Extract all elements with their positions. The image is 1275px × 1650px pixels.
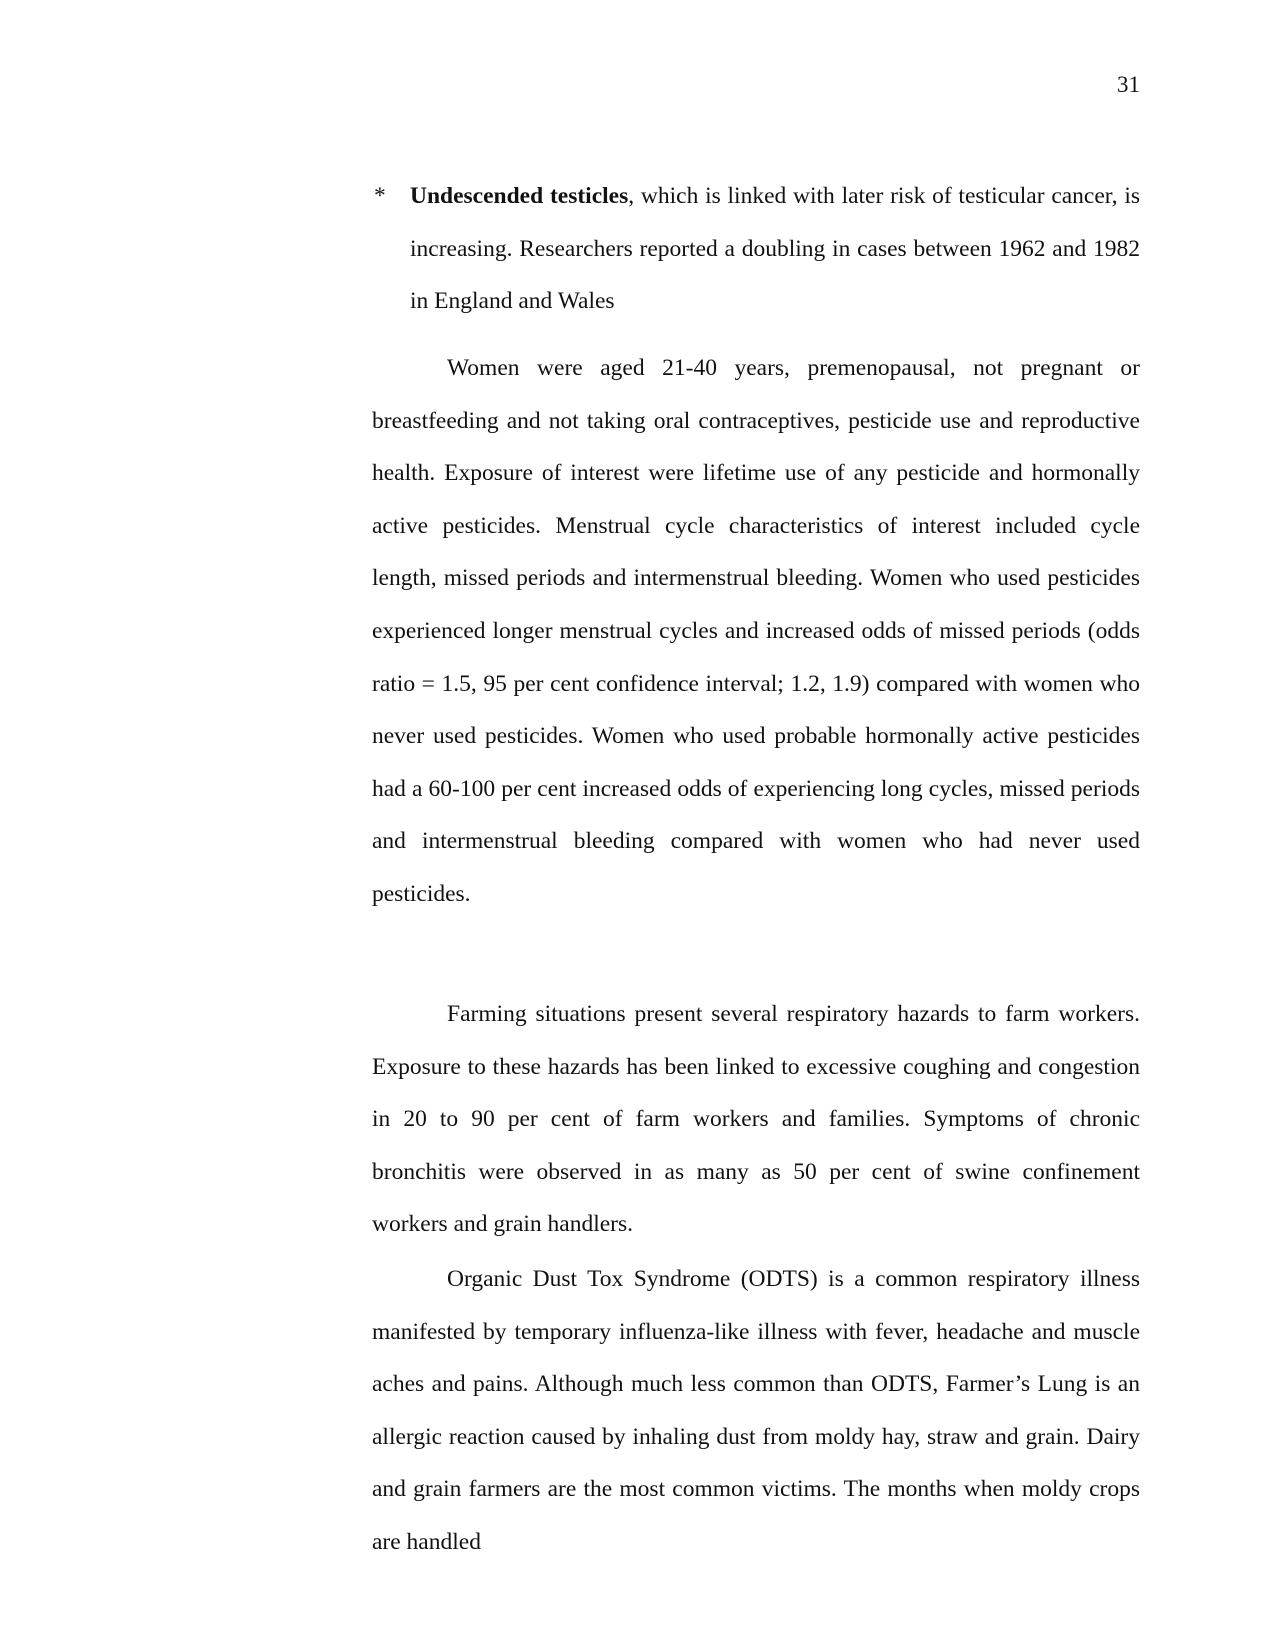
bullet-lead-term: Undescended testicles — [410, 183, 629, 209]
bullet-item — [372, 170, 1140, 328]
paragraph-pesticide-reproductive: Women were aged 21-40 years, premenopausal, not pregnant or breastfeeding and not taking oral contraceptives, pesticide use and reproductive health. Exposure of interest were lifetime use of any pesticide and hormonally active pesticides. Menstrual cycle characteristics of interest included cycle length, missed periods and intermenstrual bleeding. Women who used pesticides experienced longer menstrual cycles and increased odds of missed periods (odds ratio = 1.5, 95 per cent confidence interval; 1.2, 1.9) compared with women who never used pesticides. Women who used probable hormonally active pesticides had a 60-100 per cent increased odds of experiencing long cycles, missed periods and intermenstrual bleeding compared with women who had never used pesticides. — [372, 355, 1140, 907]
paragraph-odts: Organic Dust Tox Syndrome (ODTS) is a common respiratory illness manifested by temporary influenza-like illness with fever, headache and muscle aches and pains. Although much less common than ODTS, Farmer’s Lung is an allergic reaction caused by inhaling dust from moldy hay, straw and grain. Dairy and grain farmers are the most common victims. The months when moldy crops are handled — [372, 1266, 1140, 1555]
bullet-list — [372, 170, 1140, 328]
paragraph-respiratory-hazards: Farming situations present several respiratory hazards to farm workers. Exposure to these hazards has been linked to excessive coughing and congestion in 20 to 90 per cent of farm workers and families. Symptoms of chronic bronchitis were observed in as many as 50 per cent of swine confinement workers and grain handlers. — [372, 1001, 1140, 1238]
bullet-marker: * — [374, 183, 386, 209]
page-number: 31 — [1117, 72, 1140, 97]
bullet-text: , which is linked with later risk of testicular cancer, is increasing. Researchers reported a doubling in cases between 1962 and 1982 in England and Wales — [410, 183, 1140, 315]
